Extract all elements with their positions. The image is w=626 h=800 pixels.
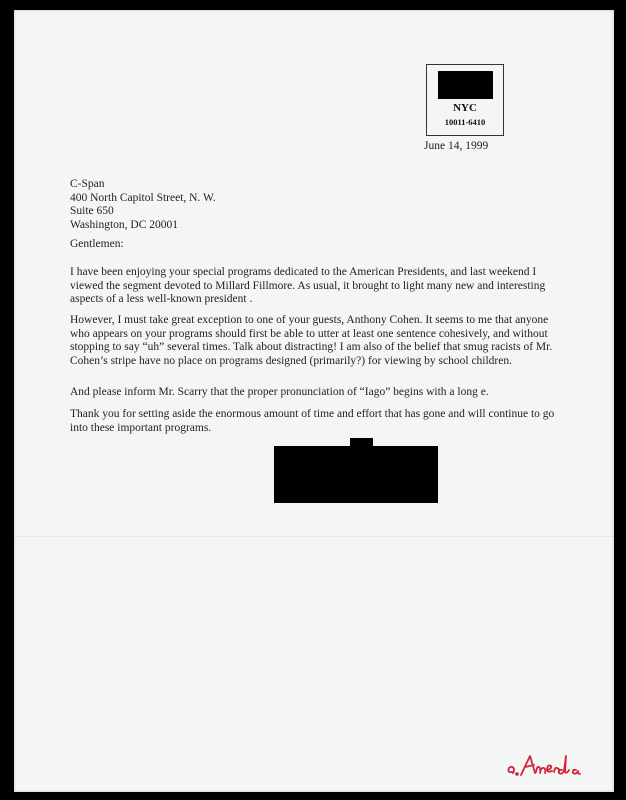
paragraph: And please inform Mr. Scarry that the proper pronunciation of “Iago” begins with a long e. [70, 386, 489, 398]
postmark-city: NYC [453, 102, 477, 114]
paragraph: However, I must take great exception to one of your guests, Anthony Cohen. It seems to me that anyone who appears on your programs should first be able to utter at least one sentence cohesively, and without stopping to say “uh” several times. Talk about distracting! I am also of the belief that smug racists of Mr. Cohen’s stripe have no place on programs designed (primarily?) for viewing by school children. [70, 314, 553, 367]
postmark-box [426, 64, 504, 136]
handwritten-note [504, 748, 600, 784]
letter-page [14, 10, 614, 792]
address-line: Suite 650 [70, 205, 114, 217]
postmark-zip: 10011-6410 [444, 117, 486, 127]
recipient-address [70, 178, 216, 232]
letter-date: June 14, 1999 [424, 140, 489, 152]
paragraph: Thank you for setting aside the enormous amount of time and effort that has gone and will continue to go into these important programs. [70, 408, 555, 434]
address-line: C-Span [70, 178, 105, 190]
salutation: Gentlemen: [70, 238, 124, 250]
signature-redaction [274, 446, 438, 503]
paragraph: I have been enjoying your special programs dedicated to the American Presidents, and last weekend I viewed the segment devoted to Millard Fillmore. As usual, it brought to light many new and interesting aspects of a less well-known president . [70, 266, 546, 305]
redaction-block [438, 71, 493, 99]
address-line: 400 North Capitol Street, N. W. [70, 191, 216, 204]
fold-line [14, 536, 614, 537]
address-line: Washington, DC 20001 [70, 218, 179, 231]
